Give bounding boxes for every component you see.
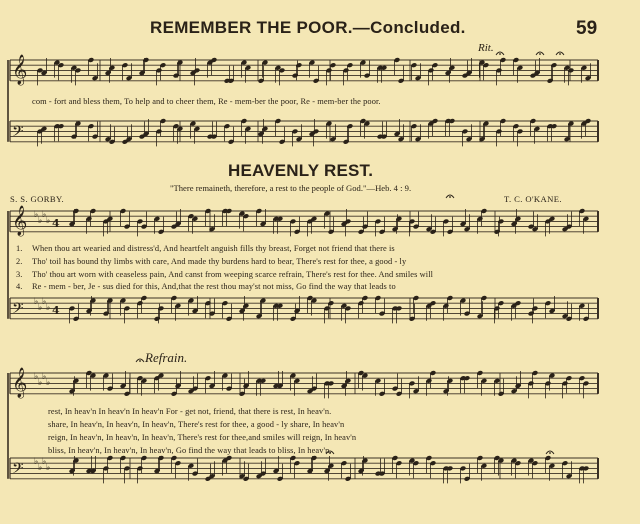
flat-sign: ♭: [34, 372, 39, 382]
tempo-mark: Rit.: [478, 42, 494, 54]
bass-clef: 𝄢: [12, 123, 24, 144]
verse-number: 3.: [16, 270, 23, 279]
flat-sign: ♭: [38, 378, 43, 388]
flat-sign: ♭: [34, 297, 39, 307]
treble-clef: 𝄞: [12, 368, 28, 398]
flat-sign: ♭: [34, 210, 39, 220]
flat-sign: ♭: [46, 378, 51, 388]
verse-line: When thou art wearied and distress'd, And heartfelt anguish fills thy breast, Forget not friend that there is: [32, 244, 395, 253]
bass-clef: 𝄢: [12, 460, 24, 481]
fermata-dot: [449, 196, 451, 198]
verse-line: Tho' toil has bound thy limbs with care, And made thy burdens hard to bear, There's rest for thee, a good - ly: [32, 257, 407, 266]
refrain-line: bliss, In heav'n, In heav'n, In heav'n, Go find the way that leads to bliss, In heav'n.: [48, 446, 332, 455]
refrain-label: Refrain.: [145, 350, 188, 365]
composer: T. C. O'KANE.: [504, 194, 562, 204]
flat-sign: ♭: [38, 303, 43, 313]
flat-sign: ♭: [46, 463, 51, 473]
fermata-dot: [539, 53, 541, 55]
flat-sign: ♭: [38, 463, 43, 473]
verse-line: Tho' thou art worn with ceaseless pain, And canst from weeping scarce refrain, There's rest for thee. And smiles will: [32, 270, 434, 279]
flat-sign: ♭: [46, 303, 51, 313]
hymn-title: HEAVENLY REST.: [228, 161, 374, 180]
fermata-dot: [139, 360, 141, 362]
flat-sign: ♭: [46, 216, 51, 226]
refrain-line: share, In heav'n, In heav'n, In heav'n, There's rest for thee, a good - ly share, In heav'n: [48, 420, 345, 429]
running-title: REMEMBER THE POOR.—Concluded.: [150, 18, 466, 37]
treble-clef: 𝄞: [12, 206, 28, 236]
verse-number: 2.: [16, 257, 23, 266]
fermata-dot: [559, 53, 561, 55]
epigraph: "There remaineth, therefore, a rest to the people of God."—Heb. 4 : 9.: [170, 183, 412, 193]
verse-number: 1.: [16, 244, 23, 253]
time-signature: 4: [52, 217, 60, 230]
bass-clef: 𝄢: [12, 300, 24, 321]
time-signature: 4: [52, 304, 60, 317]
verse-line: Re - mem - ber, Je - sus died for this, And,that the rest thou may'st not miss, Go find the way that leads to: [32, 282, 396, 291]
flat-sign: ♭: [38, 216, 43, 226]
refrain-line: reign, In heav'n, In heav'n, In heav'n, There's rest for thee,and smiles will reign, In heav'n: [48, 433, 357, 442]
flat-sign: ♭: [42, 210, 47, 220]
flat-sign: ♭: [34, 457, 39, 467]
flat-sign: ♭: [42, 457, 47, 467]
flat-sign: ♭: [42, 372, 47, 382]
fermata-dot: [549, 452, 551, 454]
treble-clef: 𝄞: [12, 55, 28, 85]
lyricist: S. S. GORBY.: [10, 194, 65, 204]
page-number: 59: [576, 18, 598, 39]
top-system-lyrics: com - fort and bless them, To help and to cheer them, Re - mem-ber the poor, Re - mem-ber the poor.: [32, 97, 381, 106]
verse-number: 4.: [16, 282, 23, 291]
refrain-line: rest, In heav'n In heav'n In heav'n For - get not, friend, that there is rest, In heav'n.: [48, 407, 332, 416]
fermata-dot: [499, 53, 501, 55]
flat-sign: ♭: [42, 297, 47, 307]
